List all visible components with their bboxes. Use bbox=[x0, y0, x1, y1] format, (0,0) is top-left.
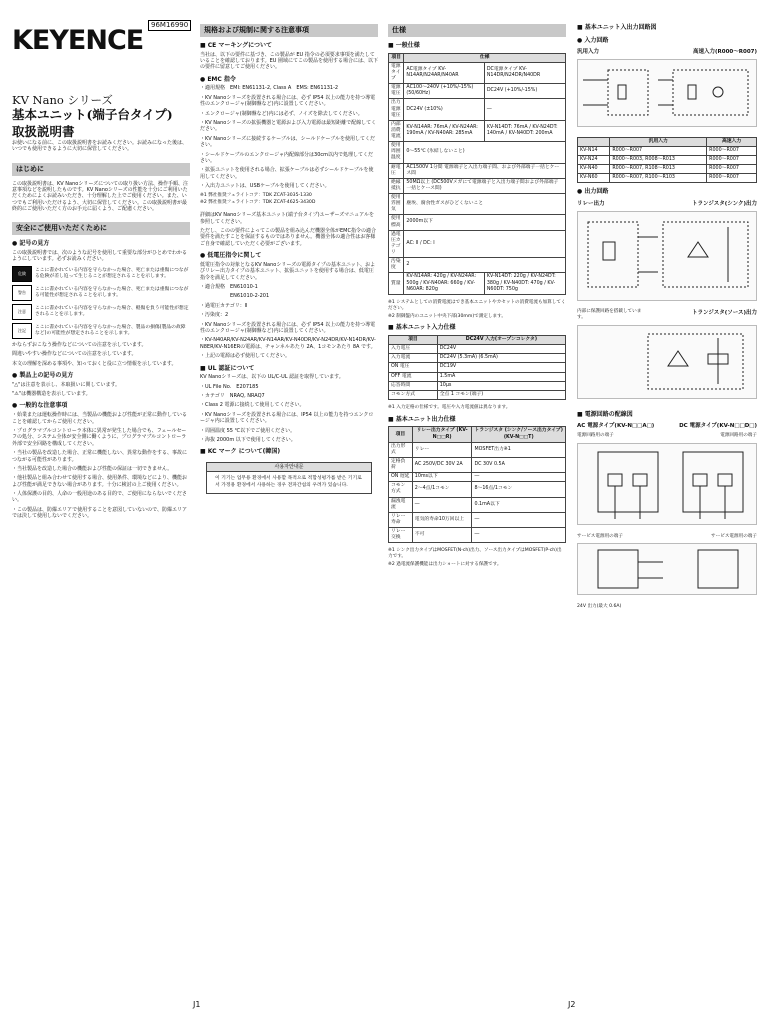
table-cell: R000〜R007, R100〜R103 bbox=[610, 174, 707, 183]
emc-item: ・拡張ユニットを使用される場合、拡張ケーブルは必ずシールドケーブルを使用してください。 bbox=[200, 167, 374, 180]
table-cell: ― bbox=[412, 497, 472, 512]
ce-text: 当社は、以下の要件に基づき、この製品が EU 指令の必須要求事項を満たしていることを確認しております。EU 圏域にてこの製品を使用する場合には、以下の要件に留意してご使用ください。 bbox=[200, 51, 379, 71]
table-row bbox=[389, 215, 566, 230]
table-row bbox=[389, 345, 566, 354]
marks-heading: ● 製品上の記号の見方 bbox=[12, 372, 74, 380]
point-text: 間違いやすい操作などについての注意を示しています。 bbox=[12, 351, 137, 358]
table-cell: 0.1mA以下 bbox=[472, 497, 566, 512]
table-row bbox=[389, 230, 566, 258]
table-row bbox=[389, 528, 566, 543]
important-text: かならずおこなう操作などについての注意を示しています。 bbox=[12, 341, 147, 348]
table-header-cell: DC24V 入力(オープンコレクタ) bbox=[437, 336, 565, 345]
table-cell: KV-N40 bbox=[578, 165, 610, 174]
table-cell: KV-N14DT: 220g / KV-N24DT: 380g / KV-N40DT: 470g / KV-N60DT: 750g bbox=[484, 273, 565, 294]
table-cell: ON 遅延 bbox=[389, 473, 413, 482]
table-cell: OFF 電流 bbox=[389, 372, 438, 381]
lvd-item: ・上記の電源は必ず使用してください。 bbox=[200, 353, 291, 360]
table-row bbox=[389, 457, 566, 472]
table-row bbox=[389, 473, 566, 482]
table-header-row bbox=[389, 336, 566, 345]
table-cell: 汚染度 bbox=[389, 258, 404, 273]
table-header-cell: リレー出力タイプ (KV-N□□R) bbox=[412, 427, 472, 442]
wiring-heading: ■ 電源回路の配線図 bbox=[577, 410, 633, 418]
service-output-label: 24V 出力(最大 0.6A) bbox=[577, 603, 622, 609]
table-cell: DC24V (±10%) bbox=[404, 99, 484, 120]
table-row bbox=[389, 354, 566, 363]
lvd-text: 低電圧指令の対象となるKV Nanoシリーズの電源タイプの基本ユニット、およびリレー出力タイプの基本ユニット、拡張ユニットを使用する場合は、低電圧指令を満足してください。 bbox=[200, 261, 376, 281]
document-subtitle: 取扱説明書 bbox=[12, 123, 75, 139]
table-row bbox=[389, 372, 566, 381]
service-terminal-label-ac: サービス電源用の端子 bbox=[577, 533, 623, 539]
series-name: KV Nano シリーズ bbox=[12, 92, 113, 107]
table-cell: 使用標高 bbox=[389, 215, 404, 230]
power-wiring-diagram bbox=[577, 443, 757, 525]
general-item: ・当社製品を改造した場合の機能および性能の保証は一切できません。 bbox=[12, 465, 173, 472]
emc-item: ・適用規格 EMI: EN61131-2, Class A EMS: EN61131-2 bbox=[200, 85, 339, 92]
lvd-item: EN61010-2-201 bbox=[200, 293, 270, 300]
warning-text: ここに書かれている内容を守らなかった場合、死亡または重傷につながる可能性が想定されることを示します。 bbox=[35, 286, 189, 298]
table-header-row bbox=[578, 137, 757, 146]
output-note: ※2 過電流保護機能は出力ショートに対する保護です。 bbox=[388, 562, 502, 568]
lvd-item: ・適合規格 EN61010-1 bbox=[200, 284, 258, 291]
emc-note: ※1 弊社推奨フェライトコア：TDK ZCAT-3035-1330 bbox=[200, 192, 312, 198]
table-cell: KV-N14 bbox=[578, 146, 610, 155]
table-row bbox=[389, 258, 566, 273]
table-cell: 電源タイプ bbox=[389, 62, 404, 83]
table-header-cell: 項目 bbox=[389, 53, 404, 62]
table-cell: 2000m以下 bbox=[404, 215, 566, 230]
table-cell: KV-N24 bbox=[578, 156, 610, 165]
general-item: ・プログラマブルコントローラ本体に異常が発生した場合でも、フェールセーフの処分、システム全体が安全側に働くように、プログラマブルコントローラ外部で安全回路を構成してください。 bbox=[12, 427, 187, 447]
kc-heading: ■ KC マーク について(韓国) bbox=[200, 448, 281, 456]
table-row bbox=[578, 165, 757, 174]
table-cell: AC100〜240V (+10%/-15%) (50/60Hz) bbox=[404, 84, 484, 99]
mark-item: "⚠"は機器構造を表示しています。 bbox=[12, 391, 91, 398]
sink-output-label: トランジスタ(シンク)出力 bbox=[692, 201, 757, 208]
input-note: ※1 入力定格の仕様です。電圧や入力電流値は異なります。 bbox=[388, 404, 511, 410]
ul-item: ・周囲温度 55 ℃以下でご使用ください。 bbox=[200, 427, 296, 434]
table-row bbox=[389, 497, 566, 512]
output-spec-table bbox=[388, 426, 566, 543]
output-circuit-labels-2 bbox=[577, 307, 757, 323]
intro-text: お使いになる前に、この取扱説明書をお読みください。お読みになった後は、いつでも使用できるように大切に保管してください。 bbox=[12, 139, 188, 153]
table-row bbox=[389, 84, 566, 99]
symbols-heading: ● 記号の見方 bbox=[12, 240, 50, 248]
output-note: ※1 シンク出力タイプはMOSFET(N-ch)出力、ソース出力タイプはMOSFET(P-ch)出力です。 bbox=[388, 548, 562, 560]
output-circuit-heading: ● 出力回路 bbox=[577, 188, 609, 196]
emc-item: ・KV Nanoシリーズの拡張機器と電源および入力電源は最短距離で配線してください。 bbox=[200, 120, 377, 133]
table-cell: 過電圧カテゴリ bbox=[389, 230, 404, 258]
table-cell: 出力形式 bbox=[389, 442, 413, 457]
warning-row-warning bbox=[12, 285, 190, 301]
table-cell: 10ms以下 bbox=[412, 473, 472, 482]
general-heading: ● 一般的な注意事項 bbox=[12, 402, 68, 410]
input-circuit-heading: ● 入力回路 bbox=[577, 36, 609, 44]
symbols-text: この取扱説明書では、次のような記号を使用して重要な部分がひとめでわかるようにしています。必ずお読みください。 bbox=[12, 250, 188, 263]
caution-text: ただし、このの要件によってこの製品を組み込んだ機器全体がEMC指令の適合要件を満たすことを保証するものではありません。機器全体の適合性はお客様ご自身で確認していただく必要がございます。 bbox=[200, 228, 376, 247]
dc-type-label: DC 電源タイプ(KV-N□□D□) bbox=[679, 423, 757, 430]
kc-box-text: 이 기기는 업무용 환경에서 사용할 목적으로 적합성평가를 받은 기기로서 가정용 환경에서 사용하는 경우 전파간섭의 우려가 있습니다. bbox=[215, 476, 362, 488]
table-cell: 1.5mA bbox=[437, 372, 565, 381]
table-header-cell: 汎用入力 bbox=[610, 137, 707, 146]
document-number: 96M16990 bbox=[148, 20, 191, 31]
table-row bbox=[389, 178, 566, 193]
table-cell: 内部消費電流 bbox=[389, 120, 404, 141]
table-cell: 2 bbox=[404, 258, 566, 273]
emc-heading: ● EMC 指令 bbox=[200, 75, 236, 83]
column-4 bbox=[577, 20, 757, 612]
page-number-right: J2 bbox=[568, 1000, 576, 1009]
table-cell: 出力電源電圧 bbox=[389, 99, 404, 120]
table-cell: ON 電圧 bbox=[389, 363, 438, 372]
wiring-type-labels bbox=[577, 420, 757, 431]
table-header-cell bbox=[578, 137, 610, 146]
table-cell: ― bbox=[472, 473, 566, 482]
notice-text: ここに書かれている内容を守らなかった場合、製品の損傷(製品の故障など)の可能性が想定されることを示します。 bbox=[35, 324, 186, 336]
lvd-heading: ● 低電圧指令に関して bbox=[200, 252, 262, 260]
io-circuit-heading: ■ 基本ユニット入出力回路図 bbox=[577, 24, 657, 31]
table-cell: DC24V bbox=[437, 345, 565, 354]
kc-box-header: 사용자안내문 bbox=[207, 463, 371, 472]
table-cell: 10μs bbox=[437, 381, 565, 390]
table-header-cell: トランジスタ (シンク/ソース出力タイプ) (KV-N□□T) bbox=[472, 427, 566, 442]
service-wiring-diagram bbox=[577, 543, 757, 595]
input-fast-label: 高速入力(R000〜R007) bbox=[693, 49, 757, 56]
input-spec-table bbox=[388, 335, 566, 400]
table-row bbox=[389, 120, 566, 141]
warning-row-caution bbox=[12, 304, 190, 320]
table-cell: リレー bbox=[412, 442, 472, 457]
document-title: 基本ユニット(端子台タイプ) bbox=[12, 107, 173, 123]
table-cell: 質量 bbox=[389, 273, 404, 294]
output-note: 内部に保護回路を搭載しています。 bbox=[577, 309, 642, 321]
column-3 bbox=[388, 20, 566, 570]
table-cell: リレー寿命 bbox=[389, 512, 413, 527]
table-row bbox=[389, 381, 566, 390]
table-row bbox=[389, 273, 566, 294]
power-terminal-label-ac: 電源回路用の端子 bbox=[577, 433, 614, 439]
table-cell: AC1500V 1分間 電源端子と入出力端子間、および外部端子一括とケース間 bbox=[404, 163, 566, 178]
keyence-logo: KEYENCE bbox=[12, 25, 144, 56]
general-item: ・他社製品と組み合わせて使用する場合、使用条件、環境などにより、機能および性能が満足できない場合があります。十分に検討の上ご使用ください。 bbox=[12, 475, 188, 488]
emc-item: ・KV Nanoシリーズを設置される場合には、必ず IP54 以上の能力を持つ導電性のエンクロージャ(制御盤など)内に設置してください。 bbox=[200, 94, 376, 108]
table-cell: 不可 bbox=[412, 528, 472, 543]
intro-paragraph: この取扱説明書は、KV Nanoシリーズについての取り扱い方法、操作手順、注意事項などを説明したものです。KV Nanoシリーズの性能を十分にご利用いただくためによくお読みいただき、十分理解した上でご使用ください。また、いつでもご利用いただけるよう、大切に保管してください。この取扱説明書が最終的にご使用いただく方のお手元に届くよう、ご配慮ください。 bbox=[12, 180, 188, 213]
column-2 bbox=[200, 20, 378, 500]
table-row bbox=[389, 442, 566, 457]
table-cell: 8〜16点/1コモン bbox=[472, 482, 566, 497]
lvd-item: ・KV-N40AR/KV-N24AR/KV-N14AR/KV-N40DR/KV-N24DR/KV-N14DR/KV-N8ER/KV-N16ERの電源は、チャンネルあたり 2A、1コモンあたり 8A です。 bbox=[200, 337, 376, 350]
emc-item: ・KV Nanoシリーズに接続するケーブルは、シールドケーブルを使用してください。 bbox=[200, 135, 375, 149]
io-range-table bbox=[577, 137, 757, 184]
table-cell: 定格負荷 bbox=[389, 457, 413, 472]
table-cell: 漏洩電流 bbox=[389, 497, 413, 512]
warning-row-notice bbox=[12, 323, 190, 339]
table-cell: 電源電圧 bbox=[389, 84, 404, 99]
table-cell: KV-N14AR: 76mA / KV-N24AR: 190mA / KV-N40AR: 285mA bbox=[404, 120, 484, 141]
ul-item: ・海抜 2000m 以下で使用してください。 bbox=[200, 437, 296, 444]
warning-row-danger bbox=[12, 266, 190, 282]
table-cell: R000〜R007 bbox=[707, 146, 757, 155]
table-cell: 全点 1 コモン(端子) bbox=[437, 390, 565, 399]
section-bar-spec: 仕様 bbox=[388, 24, 566, 37]
input-circuit-diagram bbox=[577, 59, 757, 127]
reference-text: 本文の理解を深める事項や、知っておくと役に立つ情報を示しています。 bbox=[12, 360, 177, 367]
table-row bbox=[578, 156, 757, 165]
ul-item: ・KV Nanoシリーズを設置される場合には、IP54 以上の能力を持つエンクロージャ内に設置してください。 bbox=[200, 411, 374, 425]
table-cell: DC24V (+10%/-15%) bbox=[484, 84, 565, 99]
table-cell: AC電源タイプ KV-N14AR/N24AR/N40AR bbox=[404, 62, 484, 83]
table-header-row bbox=[389, 53, 566, 62]
service-terminal-labels bbox=[577, 532, 757, 542]
table-row bbox=[389, 99, 566, 120]
spec-note: ※1 システムとしての消費電流はでき基本ユニットやカセットの消費電流も加算してください。 bbox=[388, 299, 566, 311]
output-circuit-labels bbox=[577, 198, 757, 209]
ul-item: ・Class 2 電源に接続して使用してください。 bbox=[200, 402, 305, 409]
table-row bbox=[389, 482, 566, 497]
emc-item: ・入出力ユニットは、USBケーブルを使用してください。 bbox=[200, 183, 330, 190]
warning-label: 警告 bbox=[12, 285, 32, 301]
table-cell: 塵埃、腐食性ガスがひどくないこと bbox=[404, 194, 566, 215]
table-cell: ― bbox=[472, 512, 566, 527]
table-row bbox=[389, 363, 566, 372]
table-cell: AC 250V/DC 30V 2A bbox=[412, 457, 472, 472]
source-output-label: トランジスタ(ソース)出力 bbox=[692, 310, 757, 317]
danger-label: 危険 bbox=[12, 266, 32, 282]
ul-item: ・UL File No. E207185 bbox=[200, 383, 259, 390]
table-cell: 2〜4点/1コモン bbox=[412, 482, 472, 497]
output-spec-heading: ■ 基本ユニット出力仕様 bbox=[388, 415, 456, 423]
table-cell: KV-N60 bbox=[578, 174, 610, 183]
ul-heading: ■ UL 認証について bbox=[200, 364, 255, 372]
table-cell: 電気的寿命10万回以上 bbox=[412, 512, 472, 527]
table-cell: コモン方式 bbox=[389, 482, 413, 497]
section-bar-safety: 安全にご使用いただくために bbox=[12, 222, 190, 235]
danger-text: ここに書かれている内容を守らなかった場合、死亡または重傷につながる危険が差し迫って生じることが想定されることを示します。 bbox=[35, 267, 189, 279]
section-bar-intro: はじめに bbox=[12, 163, 190, 176]
emc-item: ・エンクロージャ(制御盤など)内には必ず、ノイズを除去してください。 bbox=[200, 110, 363, 117]
table-header-cell: 項目 bbox=[389, 427, 413, 442]
input-spec-heading: ■ 基本ユニット入力仕様 bbox=[388, 324, 456, 332]
table-cell: MOSFET出力※1 bbox=[472, 442, 566, 457]
general-spec-table bbox=[388, 53, 566, 295]
terminal-labels bbox=[577, 431, 757, 441]
table-cell: AC: Ⅱ / DC: Ⅰ bbox=[404, 230, 566, 258]
table-cell: コモン方式 bbox=[389, 390, 438, 399]
spec-note: ※2 制御盤内のユニット中央下部(30mm)で測定します。 bbox=[388, 313, 506, 319]
table-cell: リレー交換 bbox=[389, 528, 413, 543]
mark-item: "△"は注意を表示し、本取扱いに関しています。 bbox=[12, 381, 121, 388]
ac-type-label: AC 電源タイプ(KV-N□□A□) bbox=[577, 423, 655, 430]
table-cell: R000〜R007, R108〜R013 bbox=[610, 165, 707, 174]
page-number-left: J1 bbox=[193, 1000, 201, 1009]
kc-box bbox=[206, 462, 372, 494]
table-row bbox=[389, 194, 566, 215]
input-std-label: 汎用入力 bbox=[577, 49, 600, 56]
section-bar-regulations: 規格および規制に関する注意事項 bbox=[200, 24, 378, 37]
general-item: ・人体保護の目的、人命の一般用途のある目的で、ご使用にならないでください。 bbox=[12, 491, 187, 504]
power-terminal-label-dc: 電源回路用の端子 bbox=[720, 433, 757, 439]
table-cell: KV-N14DT: 76mA / KV-N24DT: 140mA / KV-N40DT: 200mA bbox=[484, 120, 565, 141]
emc-note: ※2 弊社推奨フェライトコア：TDK ZCAT-4625-3430D bbox=[200, 200, 316, 206]
ce-heading: ■ CE マーキングについて bbox=[200, 41, 273, 49]
table-header-cell: 高速入力 bbox=[707, 137, 757, 146]
table-cell: DC19V bbox=[437, 363, 565, 372]
table-row bbox=[578, 146, 757, 155]
general-item: ・この製品は、防爆エリアで使用することを意図していないので、防爆エリアでは決して使用しないでください。 bbox=[12, 506, 188, 520]
lvd-item: ・汚染度：2 bbox=[200, 312, 229, 319]
table-row bbox=[578, 174, 757, 183]
table-cell: 耐電圧 bbox=[389, 163, 404, 178]
table-cell: R000〜R007 bbox=[610, 146, 707, 155]
table-cell: 応答時間 bbox=[389, 381, 438, 390]
table-cell: R000〜R003, R008〜R013 bbox=[610, 156, 707, 165]
relay-output-label: リレー出力 bbox=[577, 201, 605, 208]
table-cell: KV-N14AR: 420g / KV-N24AR: 500g / KV-N40AR: 660g / KV-N60AR: 820g bbox=[404, 273, 484, 294]
table-row bbox=[389, 163, 566, 178]
table-header-row bbox=[389, 427, 566, 442]
table-cell: DC 30V 0.5A bbox=[472, 457, 566, 472]
lvd-item: ・KV Nanoシリーズを設置される場合には、必ず IP54 以上の能力を持つ導電性のエンクロージャ(制御盤など)内に設置してください。 bbox=[200, 321, 376, 335]
table-cell: R000〜R007 bbox=[707, 165, 757, 174]
table-cell: 入力電圧 bbox=[389, 345, 438, 354]
ul-text: KV Nanoシリーズは、以下の UL/C-UL 認証を取得しています。 bbox=[200, 374, 344, 381]
table-row bbox=[389, 62, 566, 83]
table-cell: R000〜R007 bbox=[707, 174, 757, 183]
table-header-cell: 仕様 bbox=[404, 53, 566, 62]
table-row bbox=[389, 142, 566, 163]
input-circuit-labels bbox=[577, 46, 757, 57]
emc-item: ・シールドケーブルのエンクロージャ内配線部分は30cm以内で処理してください。 bbox=[200, 151, 374, 164]
table-cell: DC24V (5.3mA) (6.5mA) bbox=[437, 354, 565, 363]
caution-label: 注意 bbox=[12, 304, 32, 320]
general-item: ・当社の製品を改造した場合、正常に機能しない、異常な動作をする、事故につながる可能性があります。 bbox=[12, 450, 188, 463]
table-cell: 50MΩ以上 (DC500Vメガにて電源端子と入出力端子間および外部端子一括とケース間) bbox=[404, 178, 566, 193]
table-header-cell: 項目 bbox=[389, 336, 438, 345]
table-cell: R000〜R007 bbox=[707, 156, 757, 165]
table-cell: 使用周囲温度 bbox=[389, 142, 404, 163]
general-spec-heading: ■ 一般仕様 bbox=[388, 41, 420, 49]
column-1 bbox=[12, 20, 190, 523]
output-circuit-diagram-1 bbox=[577, 211, 757, 301]
output-circuit-diagram-2 bbox=[577, 325, 757, 399]
table-cell: DC電源タイプ KV-N14DR/N24DR/N40DR bbox=[484, 62, 565, 83]
general-item: ・始業または運転操作時には、当製品の機能および性能が正常に動作していることを確認してからご使用ください。 bbox=[12, 412, 188, 425]
table-cell: 0〜55℃ (氷結しないこと) bbox=[404, 142, 566, 163]
table-cell: ― bbox=[484, 99, 565, 120]
notice-label: 注記 bbox=[12, 323, 32, 339]
table-cell: 絶縁抵抗 bbox=[389, 178, 404, 193]
caution-text: ここに書かれている内容を守らなかった場合、軽傷を負う可能性が想定されることを示します。 bbox=[35, 305, 189, 317]
lvd-item: ・過電圧カテゴリ：Ⅱ bbox=[200, 302, 248, 309]
table-cell: ― bbox=[472, 528, 566, 543]
table-cell: 入力電流 bbox=[389, 354, 438, 363]
table-row bbox=[389, 512, 566, 527]
table-cell: 使用雰囲気 bbox=[389, 194, 404, 215]
ul-item: ・カテゴリ NRAQ, NRAQ7 bbox=[200, 393, 265, 400]
table-row bbox=[389, 390, 566, 399]
service-terminal-label-dc: サービス電源用の端子 bbox=[711, 533, 757, 539]
manual-note: 詳細はKV Nanoシリーズ基本ユニット(端子台タイプ)ユーザーズマニュアルを参照してください。 bbox=[200, 212, 374, 225]
